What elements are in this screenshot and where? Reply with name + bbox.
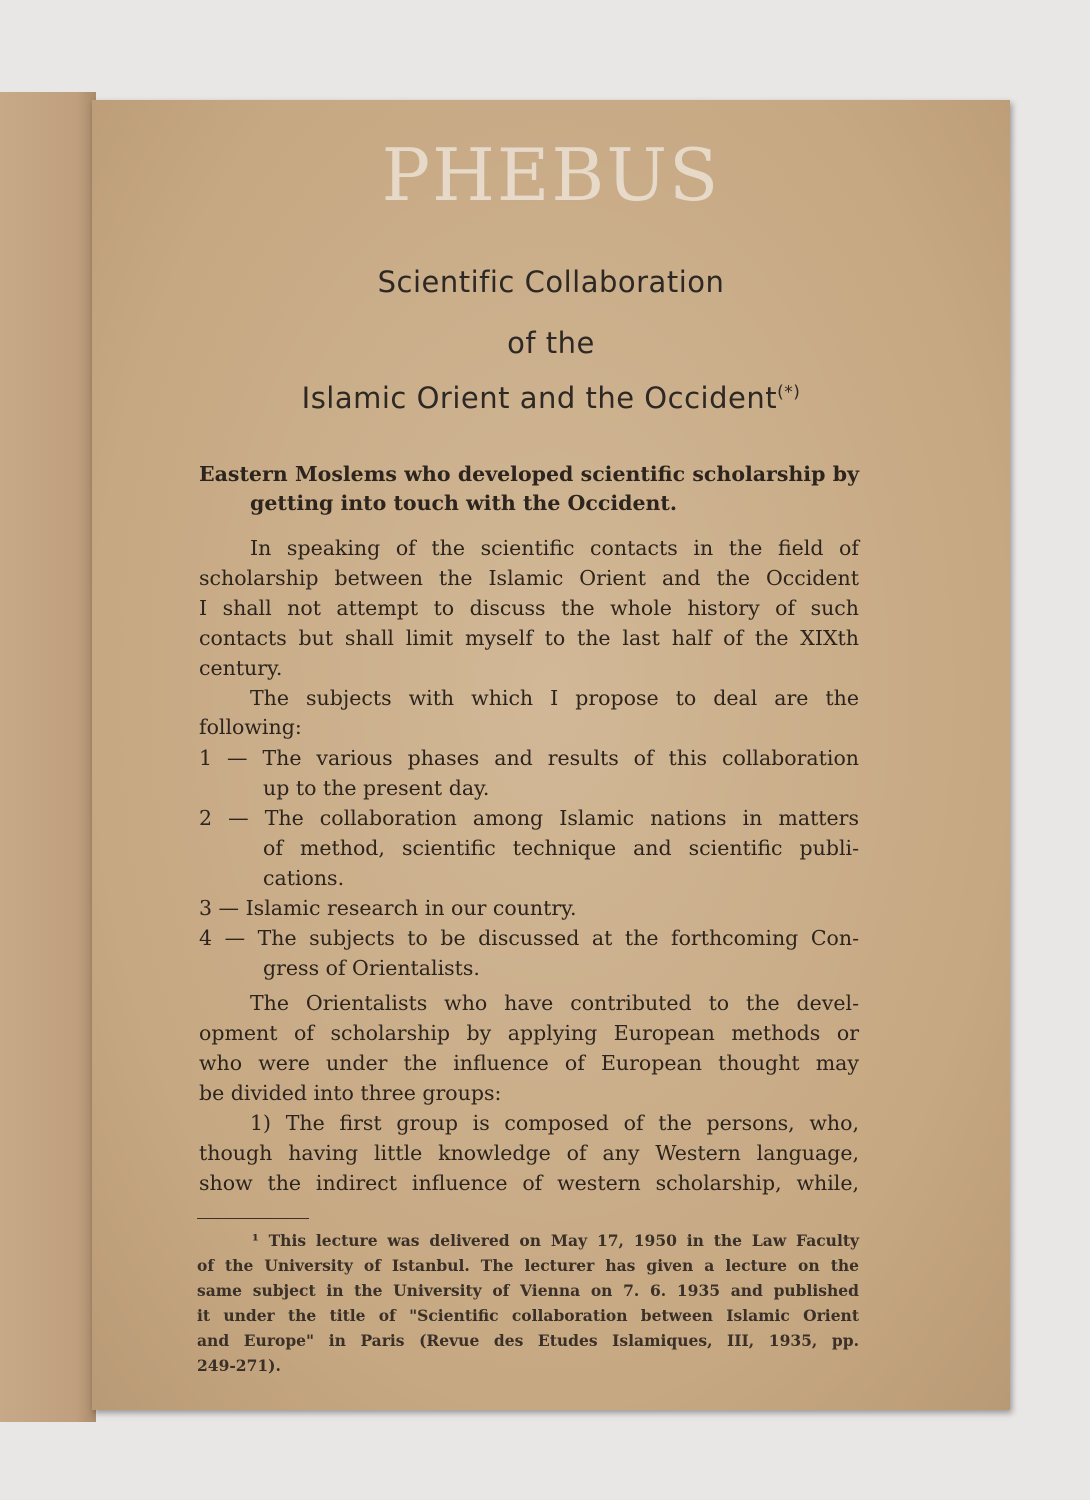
body-line: The Orientalists who have contributed to the devel- [250, 991, 859, 1015]
body-line: of method, scientific technique and scientific publi- [263, 836, 859, 860]
body-line: 1 — The various phases and results of this collaboration [199, 746, 859, 770]
body-line: contacts but shall limit myself to the last half of the XIXth [199, 626, 859, 650]
body-line: up to the present day. [263, 776, 490, 800]
body-line: though having little knowledge of any Western language, [199, 1141, 859, 1165]
title-line-3 [92, 381, 1010, 415]
title-footnote-mark: (*) [777, 382, 801, 403]
body-line: 4 — The subjects to be discussed at the forthcoming Con- [199, 926, 859, 950]
body-line: In speaking of the scientific contacts in the field of [250, 536, 859, 560]
footnote-line: same subject in the University of Vienna on 7. 6. 1935 and published [197, 1281, 859, 1300]
body-line: 2 — The collaboration among Islamic nations in matters [199, 806, 859, 830]
heading-line-2: getting into touch with the Occident. [250, 491, 678, 515]
body-line: scholarship between the Islamic Orient and the Occident [199, 566, 859, 590]
heading-line-1: Eastern Moslems who developed scientific scholarship by [199, 462, 859, 486]
footnote-line: and Europe" in Paris (Revue des Etudes Islamiques, III, 1935, pp. [197, 1331, 859, 1350]
footnote-line: ¹ This lecture was delivered on May 17, 1950 in the Law Faculty [252, 1231, 859, 1250]
footnote-line: 249-271). [197, 1356, 281, 1375]
title-line-2: of the [507, 326, 595, 360]
title-text: Islamic Orient and the Occident [301, 381, 778, 415]
body-line: opment of scholarship by applying European methods or [199, 1021, 859, 1045]
body-line: who were under the influence of European thought may [199, 1051, 859, 1075]
document-page [92, 100, 1010, 1410]
watermark: PHEBUS [381, 133, 721, 217]
body-line: gress of Orientalists. [263, 956, 480, 980]
body-line: be divided into three groups: [199, 1081, 502, 1105]
left-page-edge [0, 92, 96, 1422]
body-line: The subjects with which I propose to deal are the [250, 686, 859, 710]
title-line-1: Scientific Collaboration [377, 265, 725, 299]
body-line: following: [199, 715, 302, 739]
body-line: 3 — Islamic research in our country. [199, 896, 577, 920]
footnote-line: it under the title of "Scientific collaboration between Islamic Orient [197, 1306, 859, 1325]
footnote-line: of the University of Istanbul. The lecturer has given a lecture on the [197, 1256, 859, 1275]
footnote-rule [197, 1218, 309, 1219]
body-line: cations. [263, 866, 345, 890]
body-line: century. [199, 656, 283, 680]
body-line: show the indirect influence of western scholarship, while, [199, 1171, 859, 1195]
body-line: 1) The first group is composed of the persons, who, [250, 1111, 859, 1135]
body-line: I shall not attempt to discuss the whole history of such [199, 596, 859, 620]
